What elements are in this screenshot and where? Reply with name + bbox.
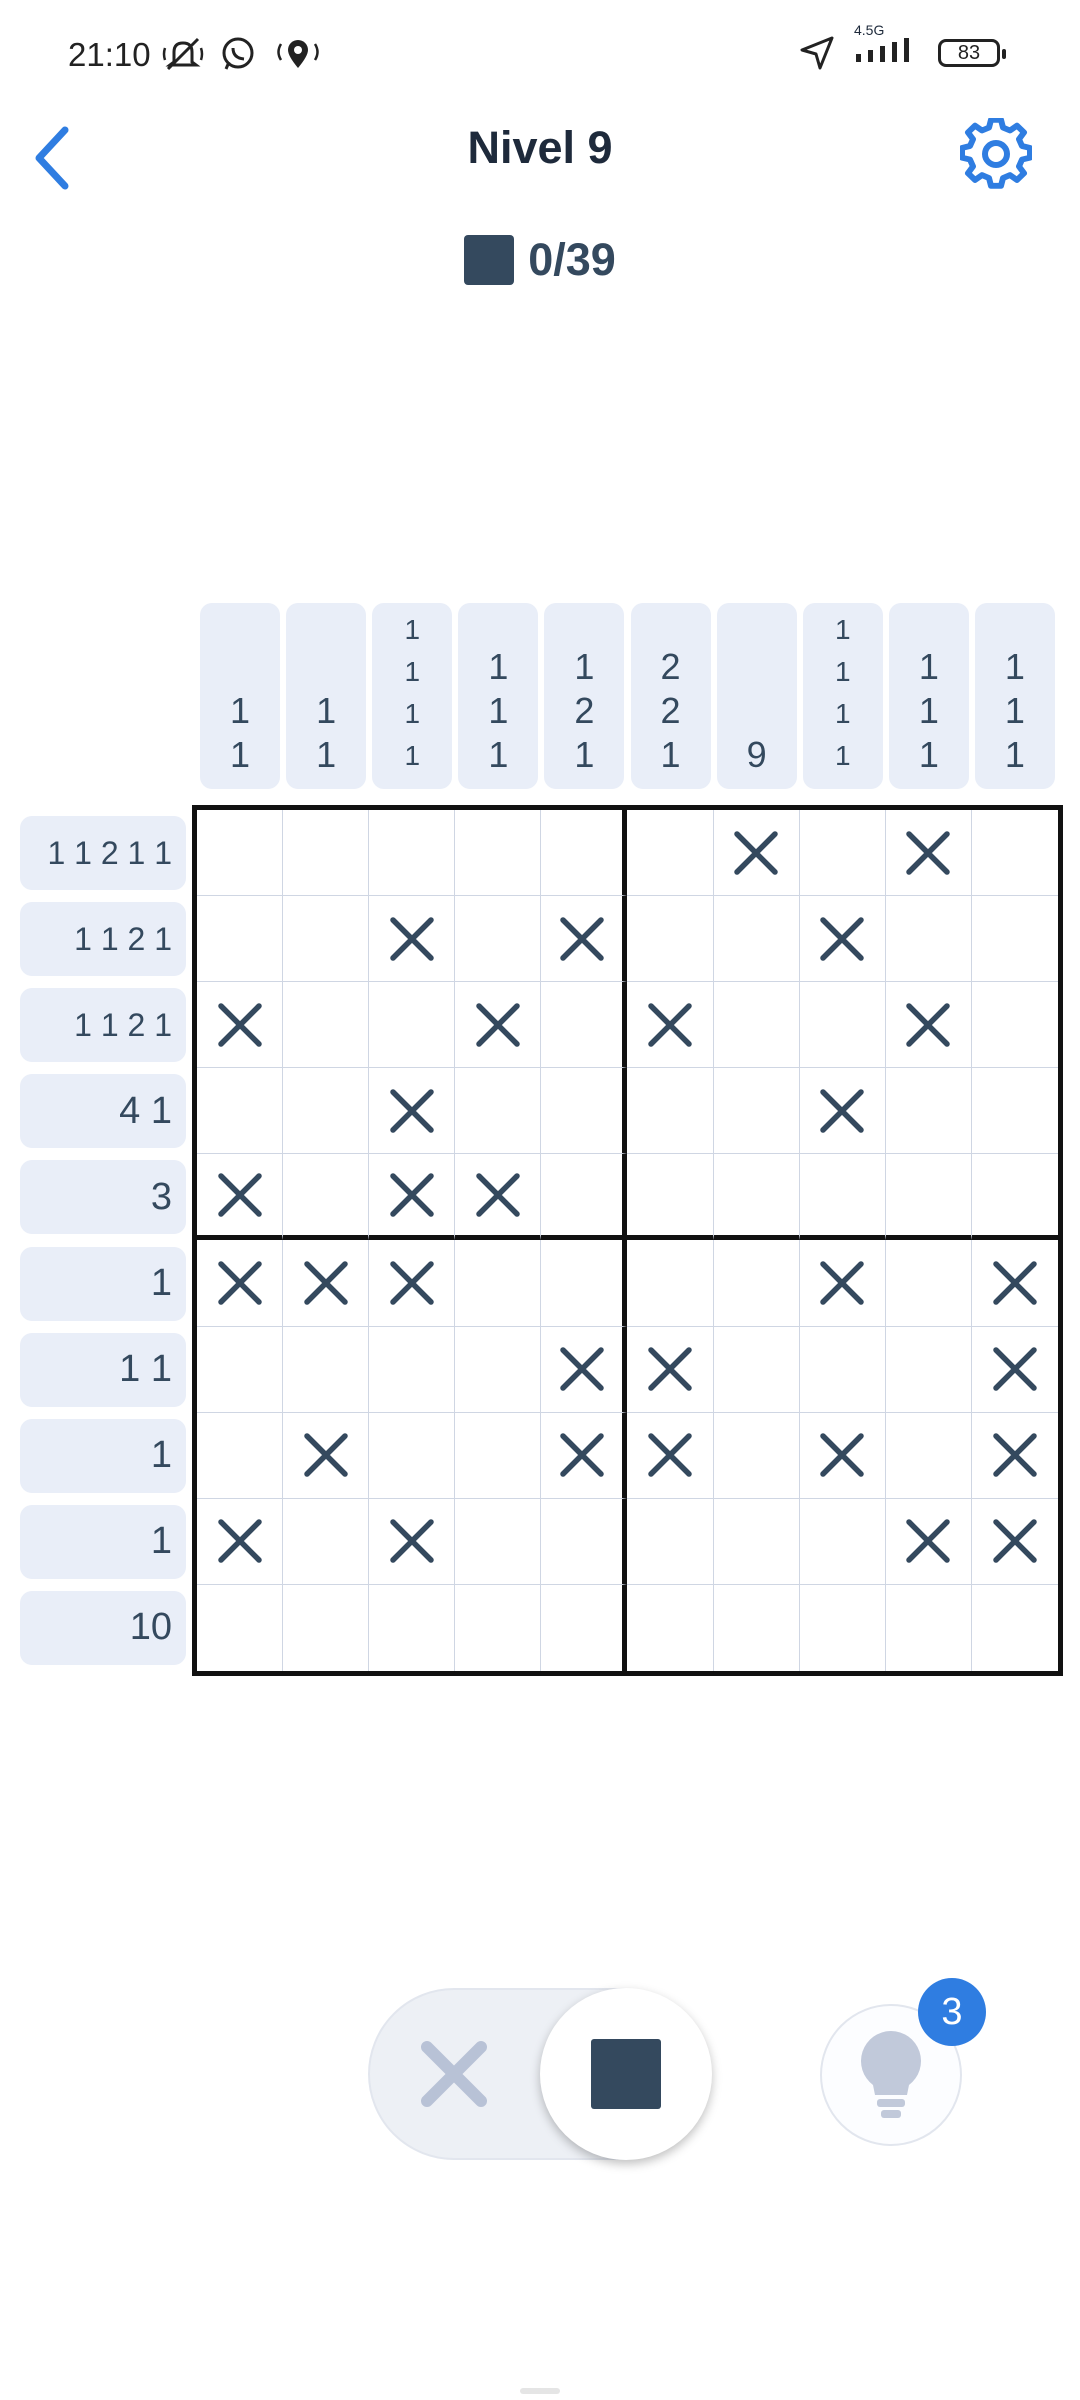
- status-time: 21:10: [68, 36, 151, 73]
- grid-cell[interactable]: [886, 896, 972, 982]
- grid-cell[interactable]: [972, 982, 1058, 1068]
- cross-mark-icon: [904, 1517, 952, 1565]
- clue-number: 1: [834, 740, 851, 771]
- cross-mark-icon: [904, 829, 952, 877]
- grid-cell[interactable]: [197, 982, 283, 1068]
- clue-number: 2: [660, 646, 681, 688]
- cross-mark-icon: [388, 1259, 436, 1307]
- hint-count-badge: 3: [918, 1978, 986, 2046]
- clue-number: 1: [834, 656, 851, 687]
- cross-mark-icon: [646, 1431, 694, 1479]
- cross-mark-icon: [558, 915, 606, 963]
- battery-level: 83: [957, 41, 981, 64]
- grid-cell[interactable]: [455, 1499, 541, 1585]
- grid-cell[interactable]: [197, 896, 283, 982]
- clue-number: 1: [404, 698, 421, 729]
- clue-number: 1: [488, 734, 509, 776]
- clue-number: 1: [574, 646, 595, 688]
- clue-number: 1: [488, 690, 509, 732]
- grid-cell[interactable]: [886, 1240, 972, 1326]
- clue-number: 1: [1004, 690, 1025, 732]
- grid-cell[interactable]: [197, 1327, 283, 1413]
- row-clue: 3: [20, 1160, 186, 1234]
- clue-number: 2: [574, 690, 595, 732]
- row-clue: 10: [20, 1591, 186, 1665]
- cross-mark-icon: [474, 1171, 522, 1219]
- grid-cell[interactable]: [886, 1154, 972, 1240]
- grid-cell[interactable]: [455, 1327, 541, 1413]
- progress-count: 0/39: [528, 234, 616, 285]
- cross-mark-icon: [216, 1517, 264, 1565]
- grid-cell[interactable]: [972, 896, 1058, 982]
- grid-cell[interactable]: [714, 810, 800, 896]
- grid-cell[interactable]: [714, 896, 800, 982]
- clue-number: 1: [404, 656, 421, 687]
- cross-mark-icon: [991, 1517, 1039, 1565]
- grid-cell[interactable]: [714, 1240, 800, 1326]
- cross-mark-icon: [302, 1259, 350, 1307]
- gear-icon: [960, 118, 1032, 190]
- grid-cell[interactable]: [627, 1585, 713, 1671]
- grid-cell[interactable]: [800, 810, 886, 896]
- cross-mark-icon: [646, 1001, 694, 1049]
- clue-number: 1: [660, 734, 681, 776]
- network-type: 4.5G: [854, 21, 885, 38]
- location-pin-icon: [272, 36, 324, 72]
- grid-cell[interactable]: [541, 1068, 627, 1154]
- cross-mark-icon: [732, 829, 780, 877]
- grid-cell[interactable]: [283, 896, 369, 982]
- grid-cell[interactable]: [886, 810, 972, 896]
- row-clue: 1: [20, 1419, 186, 1493]
- grid-cell[interactable]: [800, 896, 886, 982]
- cross-mark-icon: [216, 1171, 264, 1219]
- row-clue: 1: [20, 1505, 186, 1579]
- grid-cell[interactable]: [627, 896, 713, 982]
- grid-cell[interactable]: [369, 1585, 455, 1671]
- fill-square-icon: [591, 2039, 661, 2109]
- cross-mark-icon: [302, 1431, 350, 1479]
- cross-mark-icon: [646, 1345, 694, 1393]
- grid-cell[interactable]: [197, 1068, 283, 1154]
- signal-icon: [854, 36, 920, 66]
- grid-cell[interactable]: [886, 1585, 972, 1671]
- grid-cell[interactable]: [283, 1327, 369, 1413]
- grid-cell[interactable]: [972, 1327, 1058, 1413]
- grid-cell[interactable]: [455, 1585, 541, 1671]
- grid-cell[interactable]: [541, 810, 627, 896]
- grid-cell[interactable]: [283, 1240, 369, 1326]
- grid-cell[interactable]: [886, 1327, 972, 1413]
- grid-cell[interactable]: [541, 1154, 627, 1240]
- grid-cell[interactable]: [800, 1068, 886, 1154]
- grid-cell[interactable]: [886, 982, 972, 1068]
- cross-mark-icon: [388, 915, 436, 963]
- clue-number: 2: [660, 690, 681, 732]
- grid-cell[interactable]: [714, 1499, 800, 1585]
- signal-group: [854, 21, 920, 71]
- clue-number: 1: [918, 646, 939, 688]
- clue-number: 9: [746, 734, 767, 776]
- grid-cell[interactable]: [627, 982, 713, 1068]
- grid-cell[interactable]: [972, 1068, 1058, 1154]
- clue-number: 1: [834, 698, 851, 729]
- column-clue: [544, 603, 624, 789]
- grid-cell[interactable]: [714, 1413, 800, 1499]
- grid-cell[interactable]: [283, 982, 369, 1068]
- cross-mark-icon: [474, 1001, 522, 1049]
- clue-number: 1: [316, 734, 337, 776]
- grid-cell[interactable]: [541, 896, 627, 982]
- row-clue: 1 1 2 1: [20, 988, 186, 1062]
- cross-icon: [417, 2037, 491, 2111]
- clue-number: 1: [574, 734, 595, 776]
- column-clue: [458, 603, 538, 789]
- grid-cell[interactable]: [541, 1585, 627, 1671]
- grid-cell[interactable]: [455, 1154, 541, 1240]
- grid-cell[interactable]: [714, 1585, 800, 1671]
- grid-cell[interactable]: [455, 896, 541, 982]
- grid-cell[interactable]: [800, 1499, 886, 1585]
- grid-cell[interactable]: [541, 1240, 627, 1326]
- grid-cell[interactable]: [627, 1413, 713, 1499]
- clue-number: 1: [316, 690, 337, 732]
- progress-indicator: [0, 234, 1080, 286]
- column-clue: [975, 603, 1055, 789]
- column-clue: [372, 603, 452, 789]
- row-clue: 4 1: [20, 1074, 186, 1148]
- grid-cell[interactable]: [197, 1413, 283, 1499]
- fill-mode-button[interactable]: [540, 1988, 712, 2160]
- settings-button[interactable]: [956, 114, 1036, 194]
- cross-mark-icon: [818, 915, 866, 963]
- grid-cell[interactable]: [197, 810, 283, 896]
- navigation-arrow-icon: [798, 34, 836, 72]
- grid-cell[interactable]: [369, 1068, 455, 1154]
- mute-icon: [162, 36, 204, 72]
- grid-cell[interactable]: [283, 810, 369, 896]
- grid-cell[interactable]: [369, 1413, 455, 1499]
- grid-cell[interactable]: [455, 1068, 541, 1154]
- grid-cell[interactable]: [197, 1585, 283, 1671]
- grid-cell[interactable]: [283, 1154, 369, 1240]
- grid-cell[interactable]: [541, 1413, 627, 1499]
- grid-cell[interactable]: [972, 810, 1058, 896]
- grid-cell[interactable]: [800, 1413, 886, 1499]
- grid-cell[interactable]: [369, 1499, 455, 1585]
- grid-cell[interactable]: [455, 982, 541, 1068]
- clue-number: 1: [230, 690, 251, 732]
- grid-cell[interactable]: [972, 1499, 1058, 1585]
- grid-cell[interactable]: [972, 1154, 1058, 1240]
- grid-cell[interactable]: [283, 1499, 369, 1585]
- grid-cell[interactable]: [972, 1240, 1058, 1326]
- cross-mark-icon: [991, 1259, 1039, 1307]
- cross-mode-button[interactable]: [398, 2024, 510, 2124]
- clue-number: 1: [918, 734, 939, 776]
- grid-cell[interactable]: [886, 1413, 972, 1499]
- column-clue: [631, 603, 711, 789]
- cross-mark-icon: [991, 1345, 1039, 1393]
- clue-number: 1: [1004, 734, 1025, 776]
- row-clue: 1 1: [20, 1333, 186, 1407]
- grid-cell[interactable]: [800, 1585, 886, 1671]
- page-title: Nivel 9: [467, 122, 613, 173]
- clue-number: 1: [488, 646, 509, 688]
- clue-number: 1: [230, 734, 251, 776]
- grid-cell[interactable]: [714, 1327, 800, 1413]
- whatsapp-icon: [220, 36, 256, 72]
- grid-cell[interactable]: [972, 1413, 1058, 1499]
- battery-icon: [938, 39, 1000, 67]
- grid-cell[interactable]: [627, 1499, 713, 1585]
- cross-mark-icon: [904, 1001, 952, 1049]
- grid-cell[interactable]: [455, 1413, 541, 1499]
- nonogram-grid: [192, 805, 1063, 1676]
- grid-cell[interactable]: [627, 1068, 713, 1154]
- grid-cell[interactable]: [283, 1585, 369, 1671]
- column-clue: [717, 603, 797, 789]
- cross-mark-icon: [216, 1259, 264, 1307]
- cross-mark-icon: [388, 1517, 436, 1565]
- grid-cell[interactable]: [627, 1240, 713, 1326]
- grid-cell[interactable]: [886, 1068, 972, 1154]
- cross-mark-icon: [388, 1171, 436, 1219]
- grid-cell[interactable]: [627, 1327, 713, 1413]
- grid-cell[interactable]: [800, 1154, 886, 1240]
- cross-mark-icon: [216, 1001, 264, 1049]
- grid-cell[interactable]: [197, 1499, 283, 1585]
- grid-cell[interactable]: [283, 1413, 369, 1499]
- grid-cell[interactable]: [455, 810, 541, 896]
- grid-cell[interactable]: [541, 1327, 627, 1413]
- status-icons-right: [798, 21, 1000, 72]
- column-clue: [286, 603, 366, 789]
- grid-cell[interactable]: [369, 1240, 455, 1326]
- grid-cell[interactable]: [197, 1240, 283, 1326]
- grid-cell[interactable]: [800, 1240, 886, 1326]
- grid-cell[interactable]: [283, 1068, 369, 1154]
- grid-cell[interactable]: [627, 810, 713, 896]
- clue-number: 1: [834, 614, 851, 645]
- grid-cell[interactable]: [972, 1585, 1058, 1671]
- clue-number: 1: [404, 614, 421, 645]
- column-clue: [889, 603, 969, 789]
- cross-mark-icon: [558, 1431, 606, 1479]
- grid-cell[interactable]: [369, 810, 455, 896]
- grid-cell[interactable]: [714, 982, 800, 1068]
- lightbulb-icon: [855, 2027, 927, 2123]
- grid-cell[interactable]: [369, 982, 455, 1068]
- cross-mark-icon: [558, 1345, 606, 1393]
- cross-mark-icon: [818, 1431, 866, 1479]
- column-clue: [803, 603, 883, 789]
- grid-cell[interactable]: [714, 1068, 800, 1154]
- row-clue: 1: [20, 1247, 186, 1321]
- grid-cell[interactable]: [369, 896, 455, 982]
- home-indicator: [520, 2388, 560, 2394]
- grid-cell[interactable]: [714, 1154, 800, 1240]
- clue-number: 1: [1004, 646, 1025, 688]
- column-clue: [200, 603, 280, 789]
- filled-square-icon: [464, 235, 514, 285]
- clue-number: 1: [918, 690, 939, 732]
- grid-cell[interactable]: [627, 1154, 713, 1240]
- grid-cell[interactable]: [369, 1327, 455, 1413]
- grid-cell[interactable]: [800, 982, 886, 1068]
- grid-cell[interactable]: [197, 1154, 283, 1240]
- cross-mark-icon: [388, 1087, 436, 1135]
- row-clue: 1 1 2 1 1: [20, 816, 186, 890]
- grid-cell[interactable]: [800, 1327, 886, 1413]
- grid-cell[interactable]: [886, 1499, 972, 1585]
- grid-cell[interactable]: [541, 1499, 627, 1585]
- grid-cell[interactable]: [455, 1240, 541, 1326]
- cross-mark-icon: [818, 1259, 866, 1307]
- cross-mark-icon: [991, 1431, 1039, 1479]
- grid-cell[interactable]: [541, 982, 627, 1068]
- clue-number: 1: [404, 740, 421, 771]
- cross-mark-icon: [818, 1087, 866, 1135]
- row-clue: 1 1 2 1: [20, 902, 186, 976]
- status-icons-left: [162, 36, 324, 72]
- grid-cell[interactable]: [369, 1154, 455, 1240]
